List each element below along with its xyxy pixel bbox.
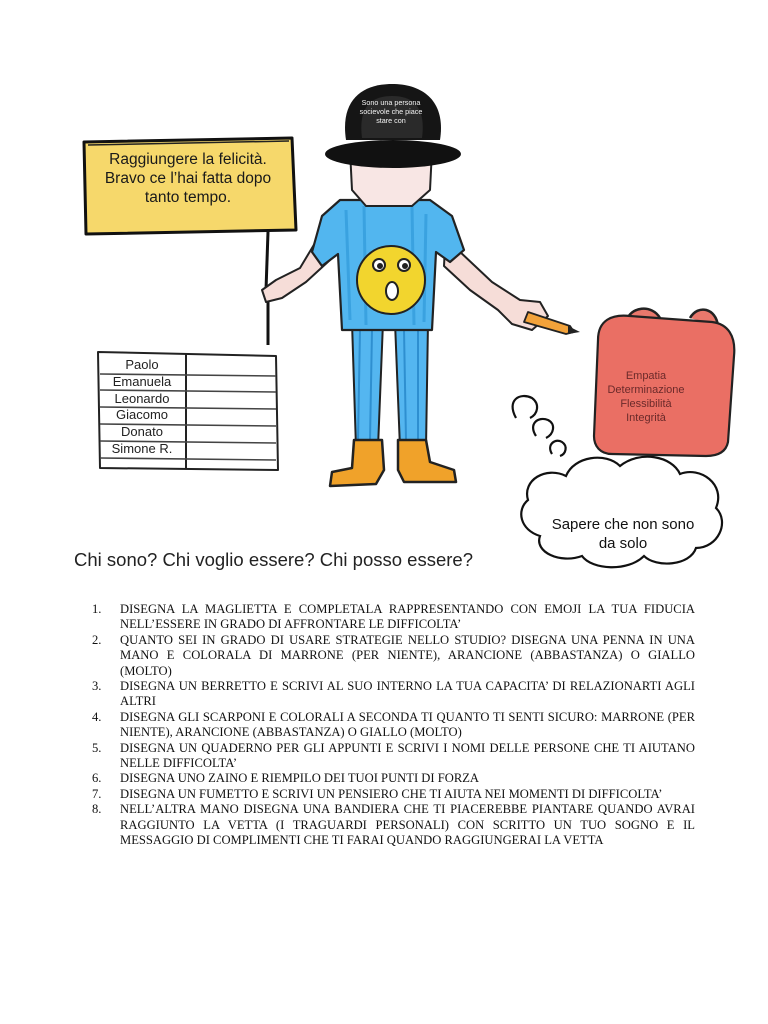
hat-text: Sono una persona socievole che piace stare con bbox=[359, 98, 423, 125]
instruction-item bbox=[92, 802, 695, 848]
notebook-name: Simone R. bbox=[111, 440, 173, 456]
backpack-item: Flessibilità bbox=[620, 398, 672, 410]
notebook-name: Giacomo bbox=[115, 407, 169, 423]
instruction-number: 6. bbox=[92, 771, 102, 786]
instruction-item bbox=[92, 679, 695, 710]
instruction-text: QUANTO SEI IN GRADO DI USARE STRATEGIE NELLO STUDIO? DISEGNA UNA PENNA IN UNA MANO E COLORALA DI MARRONE (PER NIENTE), ARANCIONE (ABBASTANZA) O GIALLO (MOLTO) bbox=[120, 632, 695, 678]
flag-text: Raggiungere la felicità. Bravo ce l’hai fatta dopo tanto tempo. bbox=[104, 151, 272, 206]
backpack-item: Integrità bbox=[626, 412, 666, 424]
instruction-text: DISEGNA UN BERRETTO E SCRIVI AL SUO INTERNO LA TUA CAPACITA’ DI RELAZIONARTI AGLI ALTRI bbox=[120, 679, 695, 709]
instruction-number: 7. bbox=[92, 786, 102, 801]
instruction-number: 4. bbox=[92, 709, 102, 724]
boots bbox=[330, 440, 456, 486]
backpack-item: Determinazione bbox=[607, 384, 685, 396]
backpack-item: Empatia bbox=[625, 370, 667, 382]
instruction-item bbox=[92, 710, 695, 741]
page-question: Chi sono? Chi voglio essere? Chi posso essere? bbox=[74, 549, 473, 570]
thought-bubble-text: Sapere che non sono da solo bbox=[551, 516, 695, 552]
notebook-name: Donato bbox=[121, 424, 163, 440]
instruction-number: 1. bbox=[92, 602, 102, 616]
instruction-item bbox=[92, 741, 695, 772]
instruction-number: 2. bbox=[92, 632, 102, 647]
emoji-icon bbox=[357, 246, 425, 314]
backpack-strengths bbox=[598, 369, 694, 425]
instruction-text: NELL’ALTRA MANO DISEGNA UNA BANDIERA CHE TI PIACEREBBE PIANTARE QUANDO AVRAI RAGGIUNTO LA VETTA (I TRAGUARDI PERSONALI) CON SCRITTO UN TUO SOGNO E IL MESSAGGIO DI COMPLIMENTI CHE TI FARAI QUANDO RAGGIUNGERAI LA VETTA bbox=[120, 802, 695, 848]
instruction-text: DISEGNA UNO ZAINO E RIEMPILO DEI TUOI PUNTI DI FORZA bbox=[120, 771, 480, 786]
instruction-text: DISEGNA UN FUMETTO E SCRIVI UN PENSIERO CHE TI AIUTA NEI MOMENTI DI DIFFICOLTA’ bbox=[120, 786, 663, 801]
instructions-list bbox=[92, 602, 695, 849]
notebook-name: Leonardo bbox=[114, 390, 170, 406]
instruction-item bbox=[92, 633, 695, 679]
notebook-name: Paolo bbox=[125, 357, 159, 372]
instruction-text: DISEGNA LA MAGLIETTA E COMPLETALA RAPPRESENTANDO CON EMOJI LA TUA FIDUCIA NELL’ESSERE IN GRADO DI AFFRONTARE LE DIFFICOLTA’ bbox=[120, 602, 695, 632]
hat bbox=[325, 84, 461, 168]
instruction-item bbox=[92, 787, 695, 802]
legs bbox=[352, 322, 428, 448]
instruction-number: 3. bbox=[92, 679, 102, 694]
flag-pole bbox=[266, 232, 268, 290]
instruction-number: 8. bbox=[92, 802, 102, 817]
instruction-text: DISEGNA GLI SCARPONI E COLORALI A SECONDA TI QUANTO TI SENTI SICURO: MARRONE (PER NIENTE), ARANCIONE (ABBASTANZA) O GIALLO (MOLTO) bbox=[120, 709, 695, 740]
notebook-names bbox=[100, 357, 184, 458]
notebook-name: Emanuela bbox=[112, 373, 172, 389]
instruction-text: DISEGNA UN QUADERNO PER GLI APPUNTI E SCRIVI I NOMI DELLE PERSONE CHE TI AIUTANO NELLE DIFFICOLTA’ bbox=[120, 740, 695, 771]
instruction-number: 5. bbox=[92, 740, 102, 755]
instruction-item bbox=[92, 771, 695, 786]
instruction-item bbox=[92, 602, 695, 633]
